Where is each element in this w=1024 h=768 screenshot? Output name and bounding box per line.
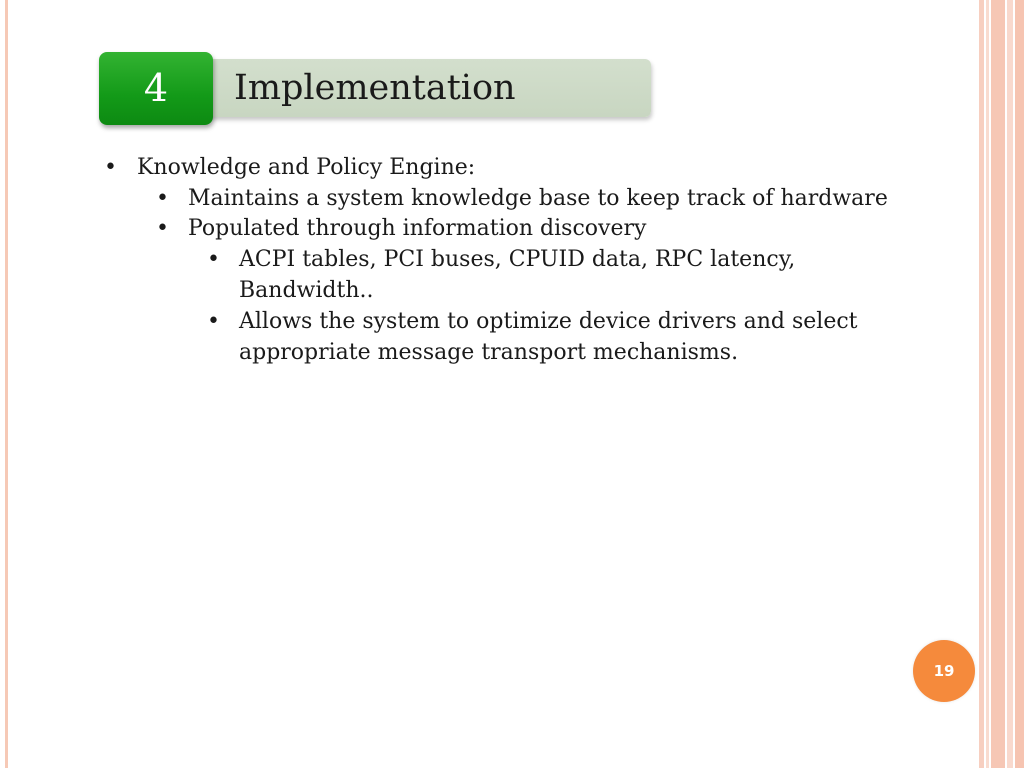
right-stripe-decoration bbox=[1007, 0, 1013, 768]
bullet-level2: Populated through information discovery bbox=[188, 216, 647, 241]
slide-title: Implementation bbox=[234, 68, 516, 108]
bullet-level2: Maintains a system knowledge base to keep track of hardware bbox=[188, 186, 888, 211]
bullet-level3: Allows the system to optimize device drivers and select bbox=[239, 309, 858, 334]
right-stripe-decoration bbox=[979, 0, 984, 768]
bullet-glyph: • bbox=[104, 155, 117, 180]
bullet-glyph: • bbox=[156, 216, 169, 241]
right-stripe-decoration bbox=[1015, 0, 1024, 768]
bullet-glyph: • bbox=[207, 309, 220, 334]
section-number: 4 bbox=[143, 66, 169, 110]
bullet-glyph: • bbox=[156, 186, 169, 211]
bullet-level3-continuation: Bandwidth.. bbox=[239, 278, 374, 303]
right-stripe-decoration bbox=[986, 0, 989, 768]
bullet-level3: ACPI tables, PCI buses, CPUID data, RPC latency, bbox=[239, 247, 796, 272]
page-number: 19 bbox=[933, 662, 955, 680]
bullet-level1: Knowledge and Policy Engine: bbox=[137, 155, 476, 180]
left-border-decoration bbox=[5, 0, 8, 768]
bullet-level3-continuation: appropriate message transport mechanisms. bbox=[239, 340, 739, 365]
right-stripe-decoration bbox=[991, 0, 1005, 768]
bullet-glyph: • bbox=[207, 247, 220, 272]
